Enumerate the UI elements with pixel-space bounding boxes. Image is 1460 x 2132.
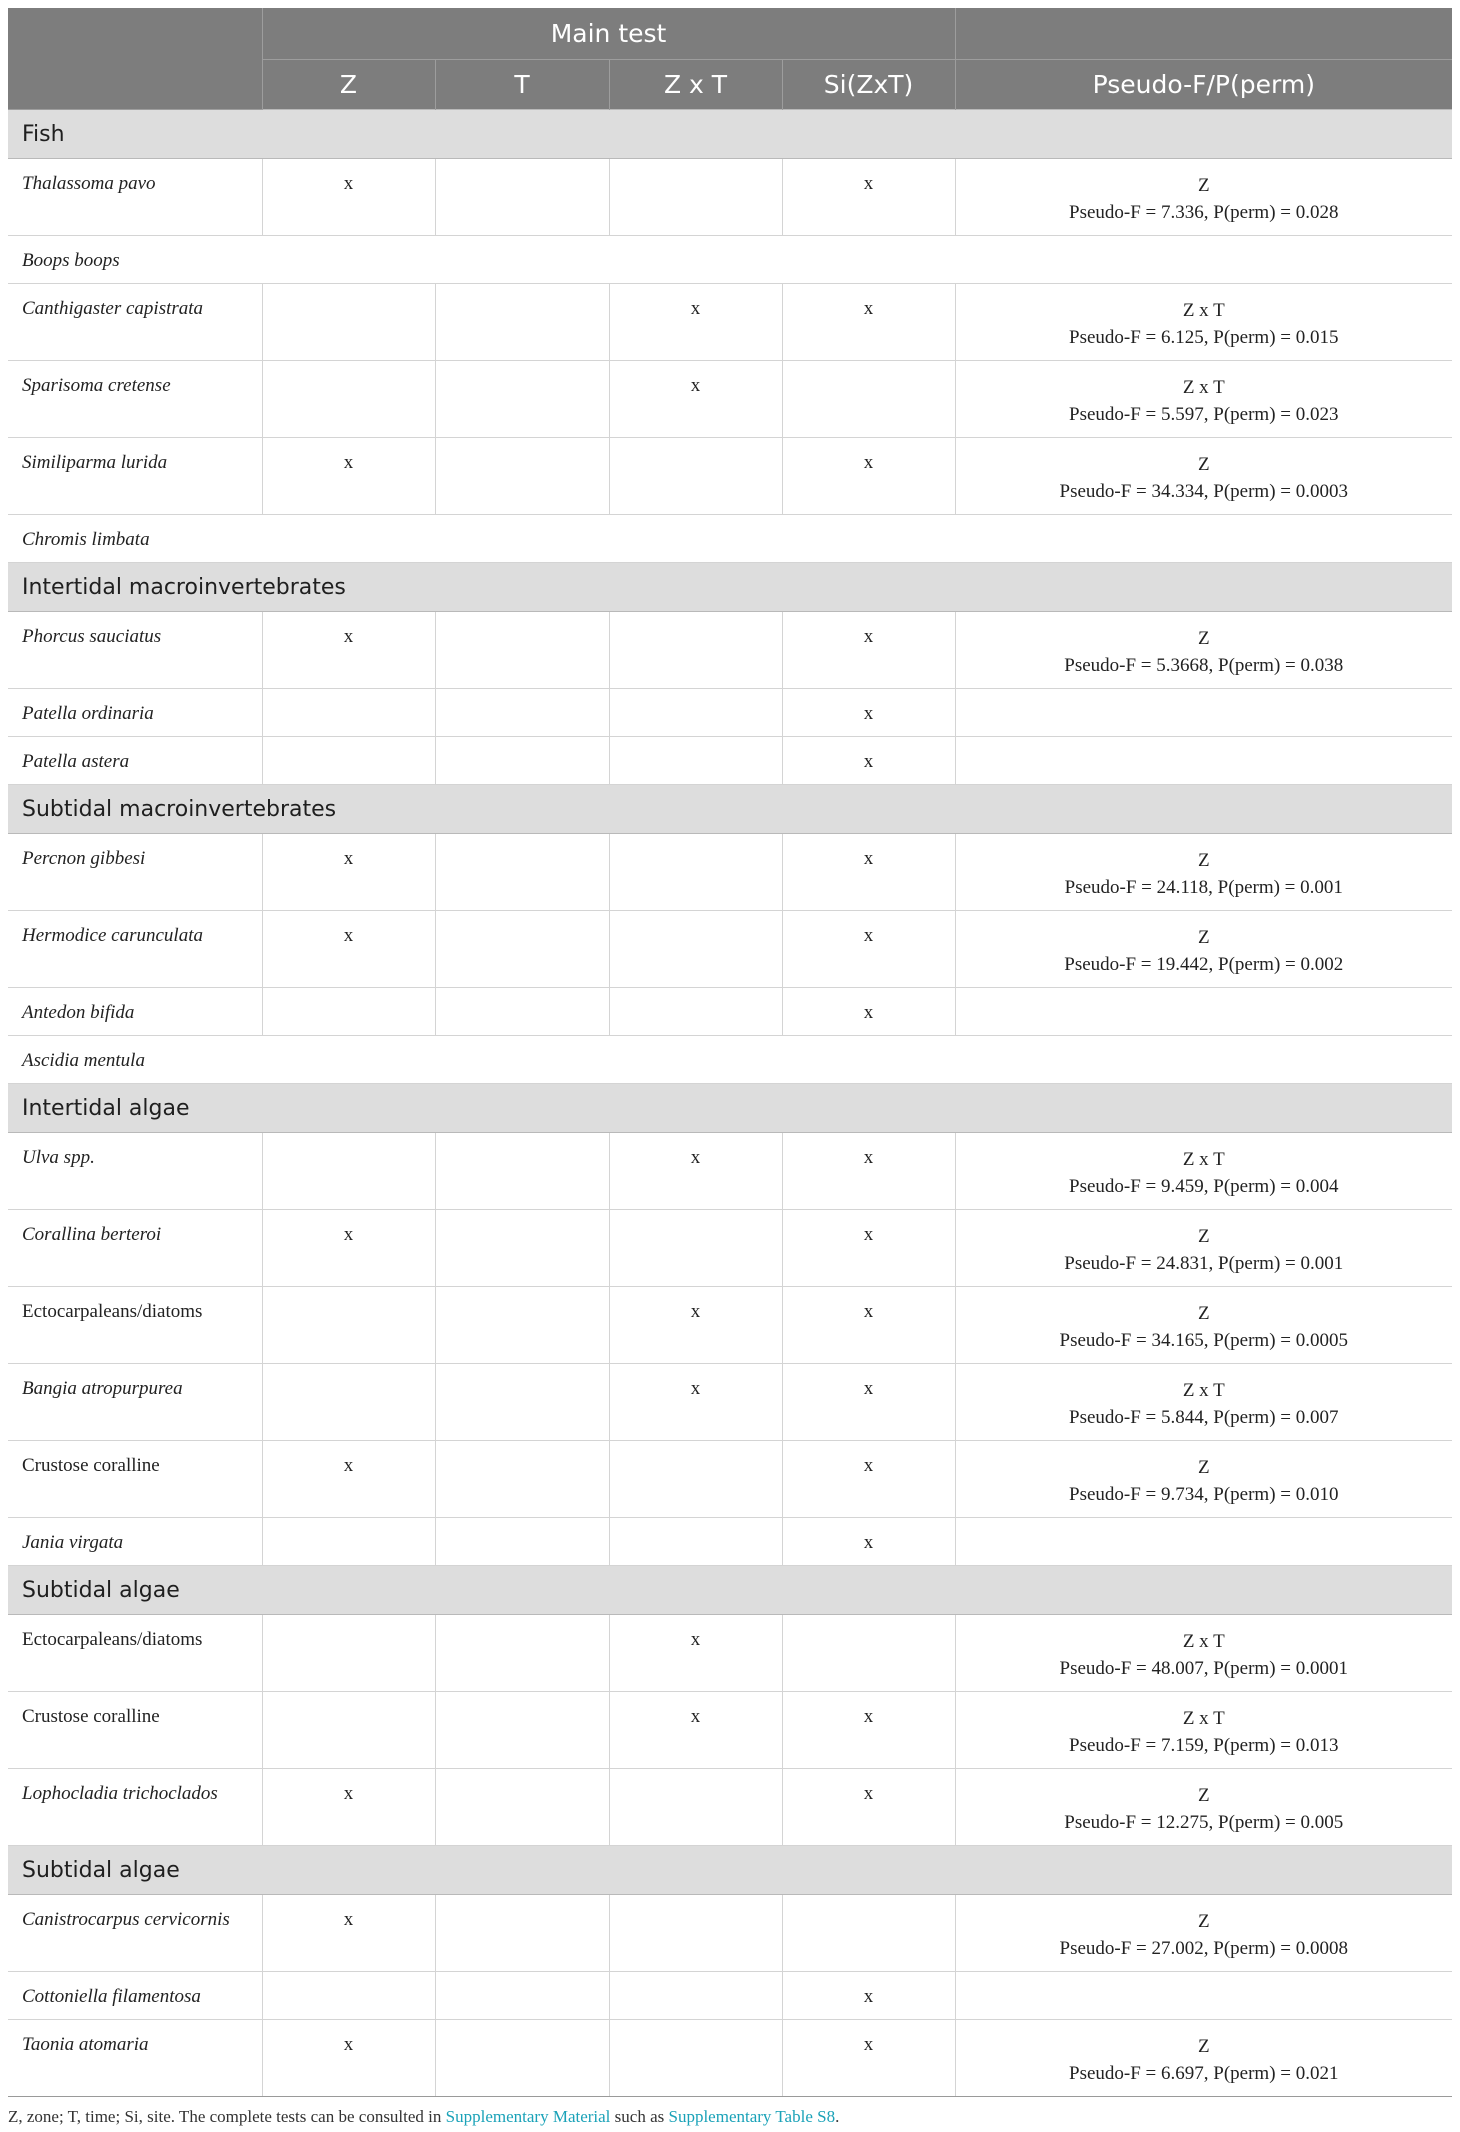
- mark-zxt: [609, 737, 782, 785]
- column-header-zxt: Z x T: [609, 60, 782, 110]
- mark-si: x: [782, 1133, 955, 1210]
- species-name: Patella astera: [8, 737, 262, 785]
- mark-si: x: [782, 1972, 955, 2020]
- section-row: [8, 1084, 1452, 1133]
- mark-z: x: [262, 1210, 435, 1287]
- result-cell: [955, 438, 1452, 515]
- table-row: [8, 1769, 1452, 1846]
- section-row: [8, 1566, 1452, 1615]
- mark-z: [262, 1287, 435, 1364]
- mark-t: [435, 515, 609, 563]
- mark-si: x: [782, 911, 955, 988]
- mark-t: [435, 988, 609, 1036]
- result-effect: Z x T: [1182, 377, 1225, 398]
- result-stats: Pseudo-F = 34.165, P(perm) = 0.0005: [1059, 1330, 1348, 1351]
- species-name: Corallina berteroi: [8, 1210, 262, 1287]
- mark-si: x: [782, 1769, 955, 1846]
- result-stats: Pseudo-F = 24.118, P(perm) = 0.001: [1064, 877, 1343, 898]
- mark-zxt: [609, 612, 782, 689]
- mark-si: x: [782, 438, 955, 515]
- result-stats: Pseudo-F = 19.442, P(perm) = 0.002: [1064, 954, 1344, 975]
- mark-si: [782, 1615, 955, 1692]
- section-row: [8, 785, 1452, 834]
- section-row: [8, 1846, 1452, 1895]
- species-name: Taonia atomaria: [8, 2020, 262, 2097]
- species-name: Crustose coralline: [8, 1692, 262, 1769]
- mark-t: [435, 1036, 609, 1084]
- result-cell: [955, 1769, 1452, 1846]
- table-row: [8, 1615, 1452, 1692]
- result-cell: [955, 284, 1452, 361]
- result-effect: Z: [1197, 454, 1210, 475]
- table-row: [8, 1441, 1452, 1518]
- mark-z: [262, 1364, 435, 1441]
- result-effect: Z x T: [1182, 1149, 1225, 1170]
- table-row: [8, 1133, 1452, 1210]
- table-row: [8, 1518, 1452, 1566]
- mark-zxt: [609, 1769, 782, 1846]
- table-body: [8, 110, 1452, 2097]
- section-title: Subtidal algae: [8, 1846, 1452, 1895]
- mark-t: [435, 689, 609, 737]
- table-row: [8, 1692, 1452, 1769]
- table-footnote: [8, 2097, 1452, 2127]
- header-blank-cell: [8, 8, 262, 110]
- result-stats: Pseudo-F = 24.831, P(perm) = 0.001: [1064, 1253, 1344, 1274]
- result-cell: [955, 988, 1452, 1036]
- section-title: Subtidal algae: [8, 1566, 1452, 1615]
- mark-zxt: [609, 911, 782, 988]
- table-row: [8, 159, 1452, 236]
- species-name: Cottoniella filamentosa: [8, 1972, 262, 2020]
- section-row: [8, 563, 1452, 612]
- result-cell: [955, 1692, 1452, 1769]
- mark-si: x: [782, 1364, 955, 1441]
- column-header-si: Si(ZxT): [782, 60, 955, 110]
- mark-t: [435, 1364, 609, 1441]
- result-effect: Z: [1197, 1785, 1210, 1806]
- table-row: [8, 1895, 1452, 1972]
- result-effect: Z: [1197, 1911, 1210, 1932]
- mark-zxt: [609, 689, 782, 737]
- mark-t: [435, 834, 609, 911]
- table-row: [8, 1972, 1452, 2020]
- result-stats: Pseudo-F = 6.125, P(perm) = 0.015: [1069, 327, 1339, 348]
- mark-t: [435, 911, 609, 988]
- table-row: [8, 515, 1452, 563]
- mark-z: [262, 1615, 435, 1692]
- main-test-header: Main test: [262, 8, 955, 60]
- mark-si: x: [782, 988, 955, 1036]
- species-name: Percnon gibbesi: [8, 834, 262, 911]
- mark-z: [262, 1972, 435, 2020]
- supplementary-table-link[interactable]: Supplementary Table S8: [668, 2107, 836, 2126]
- species-name: Patella ordinaria: [8, 689, 262, 737]
- result-stats: Pseudo-F = 27.002, P(perm) = 0.0008: [1059, 1938, 1348, 1959]
- mark-z: [262, 361, 435, 438]
- mark-t: [435, 1895, 609, 1972]
- mark-si: x: [782, 1287, 955, 1364]
- table-row: [8, 1287, 1452, 1364]
- result-stats: Pseudo-F = 5.597, P(perm) = 0.023: [1069, 404, 1339, 425]
- table-row: [8, 737, 1452, 785]
- result-cell: [955, 2020, 1452, 2097]
- result-effect: Z: [1197, 927, 1210, 948]
- mark-z: [262, 1692, 435, 1769]
- mark-zxt: x: [609, 284, 782, 361]
- mark-t: [435, 1518, 609, 1566]
- result-cell: [955, 1210, 1452, 1287]
- species-name: Canistrocarpus cervicornis: [8, 1895, 262, 1972]
- mark-zxt: [609, 1518, 782, 1566]
- mark-z: [262, 988, 435, 1036]
- table-row: [8, 612, 1452, 689]
- result-cell: [955, 1364, 1452, 1441]
- species-name: Antedon bifida: [8, 988, 262, 1036]
- section-title: Fish: [8, 110, 1452, 159]
- mark-si: x: [782, 2020, 955, 2097]
- result-effect: Z: [1197, 850, 1210, 871]
- species-name: Phorcus sauciatus: [8, 612, 262, 689]
- result-stats: Pseudo-F = 12.275, P(perm) = 0.005: [1064, 1812, 1344, 1833]
- column-header-z: Z: [262, 60, 435, 110]
- species-name: Ectocarpaleans/diatoms: [8, 1287, 262, 1364]
- species-name: Jania virgata: [8, 1518, 262, 1566]
- species-name: Ulva spp.: [8, 1133, 262, 1210]
- result-effect: Z: [1197, 1226, 1210, 1247]
- table-row: [8, 236, 1452, 284]
- result-effect: Z x T: [1182, 1380, 1225, 1401]
- mark-si: [782, 236, 955, 284]
- result-cell: [955, 515, 1452, 563]
- section-row: [8, 110, 1452, 159]
- mark-z: x: [262, 2020, 435, 2097]
- result-cell: [955, 361, 1452, 438]
- result-effect: Z x T: [1182, 1631, 1225, 1652]
- table-row: [8, 2020, 1452, 2097]
- result-cell: [955, 159, 1452, 236]
- table-row: [8, 1364, 1452, 1441]
- mark-si: x: [782, 612, 955, 689]
- mark-zxt: [609, 159, 782, 236]
- result-effect: Z: [1197, 628, 1210, 649]
- species-name: Ectocarpaleans/diatoms: [8, 1615, 262, 1692]
- result-cell: [955, 1972, 1452, 2020]
- mark-zxt: [609, 515, 782, 563]
- result-stats: Pseudo-F = 9.459, P(perm) = 0.004: [1069, 1176, 1339, 1197]
- mark-si: x: [782, 284, 955, 361]
- mark-si: [782, 1036, 955, 1084]
- mark-t: [435, 361, 609, 438]
- mark-zxt: [609, 988, 782, 1036]
- species-name: Crustose coralline: [8, 1441, 262, 1518]
- species-name: Bangia atropurpurea: [8, 1364, 262, 1441]
- results-table: [8, 8, 1452, 2097]
- mark-si: x: [782, 159, 955, 236]
- species-name: Chromis limbata: [8, 515, 262, 563]
- mark-si: x: [782, 737, 955, 785]
- mark-z: [262, 284, 435, 361]
- mark-t: [435, 284, 609, 361]
- result-cell: [955, 911, 1452, 988]
- mark-zxt: x: [609, 1133, 782, 1210]
- mark-z: x: [262, 911, 435, 988]
- mark-zxt: [609, 2020, 782, 2097]
- result-stats: Pseudo-F = 9.734, P(perm) = 0.010: [1069, 1484, 1339, 1505]
- result-effect: Z: [1197, 175, 1210, 196]
- supplementary-material-link[interactable]: Supplementary Material: [445, 2107, 611, 2126]
- mark-si: x: [782, 1210, 955, 1287]
- footnote-text: Z, zone; T, time; Si, site. The complete tests can be consulted in: [8, 2107, 446, 2126]
- result-effect: Z x T: [1182, 300, 1225, 321]
- mark-z: [262, 1036, 435, 1084]
- result-stats: Pseudo-F = 7.159, P(perm) = 0.013: [1069, 1735, 1339, 1756]
- mark-si: [782, 361, 955, 438]
- mark-z: x: [262, 159, 435, 236]
- mark-zxt: x: [609, 1692, 782, 1769]
- mark-zxt: [609, 1210, 782, 1287]
- result-effect: Z: [1197, 1303, 1210, 1324]
- mark-t: [435, 438, 609, 515]
- mark-zxt: [609, 1895, 782, 1972]
- result-cell: [955, 1895, 1452, 1972]
- mark-t: [435, 1615, 609, 1692]
- mark-si: [782, 515, 955, 563]
- column-header-t: T: [435, 60, 609, 110]
- species-name: Hermodice carunculata: [8, 911, 262, 988]
- section-title: Intertidal macroinvertebrates: [8, 563, 1452, 612]
- mark-si: [782, 1895, 955, 1972]
- species-name: Boops boops: [8, 236, 262, 284]
- table-header: [8, 8, 1452, 110]
- mark-zxt: x: [609, 1287, 782, 1364]
- mark-zxt: x: [609, 361, 782, 438]
- table-row: [8, 1036, 1452, 1084]
- result-stats: Pseudo-F = 5.844, P(perm) = 0.007: [1069, 1407, 1339, 1428]
- mark-t: [435, 737, 609, 785]
- mark-zxt: [609, 236, 782, 284]
- mark-t: [435, 159, 609, 236]
- result-cell: [955, 1036, 1452, 1084]
- mark-z: x: [262, 1895, 435, 1972]
- mark-t: [435, 1210, 609, 1287]
- mark-z: x: [262, 438, 435, 515]
- result-cell: [955, 834, 1452, 911]
- result-cell: [955, 236, 1452, 284]
- mark-zxt: x: [609, 1364, 782, 1441]
- table-row: [8, 911, 1452, 988]
- species-name: Ascidia mentula: [8, 1036, 262, 1084]
- footnote-text: such as: [610, 2107, 669, 2126]
- mark-t: [435, 612, 609, 689]
- result-effect: Z x T: [1182, 1708, 1225, 1729]
- species-name: Similiparma lurida: [8, 438, 262, 515]
- section-title: Intertidal algae: [8, 1084, 1452, 1133]
- table-row: [8, 1210, 1452, 1287]
- mark-z: x: [262, 1769, 435, 1846]
- result-cell: [955, 1133, 1452, 1210]
- mark-z: [262, 515, 435, 563]
- result-cell: [955, 1287, 1452, 1364]
- result-cell: [955, 1441, 1452, 1518]
- mark-t: [435, 236, 609, 284]
- result-stats: Pseudo-F = 6.697, P(perm) = 0.021: [1069, 2063, 1339, 2084]
- column-header-pseudo-f: Pseudo-F/P(perm): [955, 60, 1452, 110]
- mark-z: x: [262, 1441, 435, 1518]
- species-name: Thalassoma pavo: [8, 159, 262, 236]
- mark-zxt: x: [609, 1615, 782, 1692]
- mark-t: [435, 1133, 609, 1210]
- mark-z: [262, 1518, 435, 1566]
- mark-t: [435, 1972, 609, 2020]
- table-row: [8, 689, 1452, 737]
- result-stats: Pseudo-F = 34.334, P(perm) = 0.0003: [1059, 481, 1348, 502]
- result-cell: [955, 612, 1452, 689]
- mark-z: x: [262, 612, 435, 689]
- species-name: Canthigaster capistrata: [8, 284, 262, 361]
- result-stats: Pseudo-F = 7.336, P(perm) = 0.028: [1069, 202, 1339, 223]
- mark-si: x: [782, 1518, 955, 1566]
- result-effect: Z: [1197, 2036, 1210, 2057]
- mark-si: x: [782, 834, 955, 911]
- mark-si: x: [782, 1441, 955, 1518]
- result-effect: Z: [1197, 1457, 1210, 1478]
- mark-t: [435, 2020, 609, 2097]
- result-stats: Pseudo-F = 5.3668, P(perm) = 0.038: [1064, 655, 1344, 676]
- result-cell: [955, 737, 1452, 785]
- mark-si: x: [782, 1692, 955, 1769]
- mark-si: x: [782, 689, 955, 737]
- footnote-text: .: [835, 2107, 840, 2126]
- mark-zxt: [609, 1972, 782, 2020]
- mark-t: [435, 1287, 609, 1364]
- section-title: Subtidal macroinvertebrates: [8, 785, 1452, 834]
- mark-z: x: [262, 834, 435, 911]
- result-stats: Pseudo-F = 48.007, P(perm) = 0.0001: [1059, 1658, 1348, 1679]
- mark-z: [262, 1133, 435, 1210]
- mark-z: [262, 236, 435, 284]
- species-name: Lophocladia trichoclados: [8, 1769, 262, 1846]
- table-row: [8, 834, 1452, 911]
- table-row: [8, 988, 1452, 1036]
- mark-zxt: [609, 1036, 782, 1084]
- header-blank-right: [955, 8, 1452, 60]
- results-table-container: [8, 8, 1452, 2127]
- result-cell: [955, 1615, 1452, 1692]
- mark-zxt: [609, 1441, 782, 1518]
- result-cell: [955, 689, 1452, 737]
- table-row: [8, 438, 1452, 515]
- mark-z: [262, 689, 435, 737]
- mark-t: [435, 1769, 609, 1846]
- mark-t: [435, 1441, 609, 1518]
- mark-zxt: [609, 438, 782, 515]
- mark-t: [435, 1692, 609, 1769]
- table-row: [8, 284, 1452, 361]
- result-cell: [955, 1518, 1452, 1566]
- mark-z: [262, 737, 435, 785]
- table-row: [8, 361, 1452, 438]
- mark-zxt: [609, 834, 782, 911]
- species-name: Sparisoma cretense: [8, 361, 262, 438]
